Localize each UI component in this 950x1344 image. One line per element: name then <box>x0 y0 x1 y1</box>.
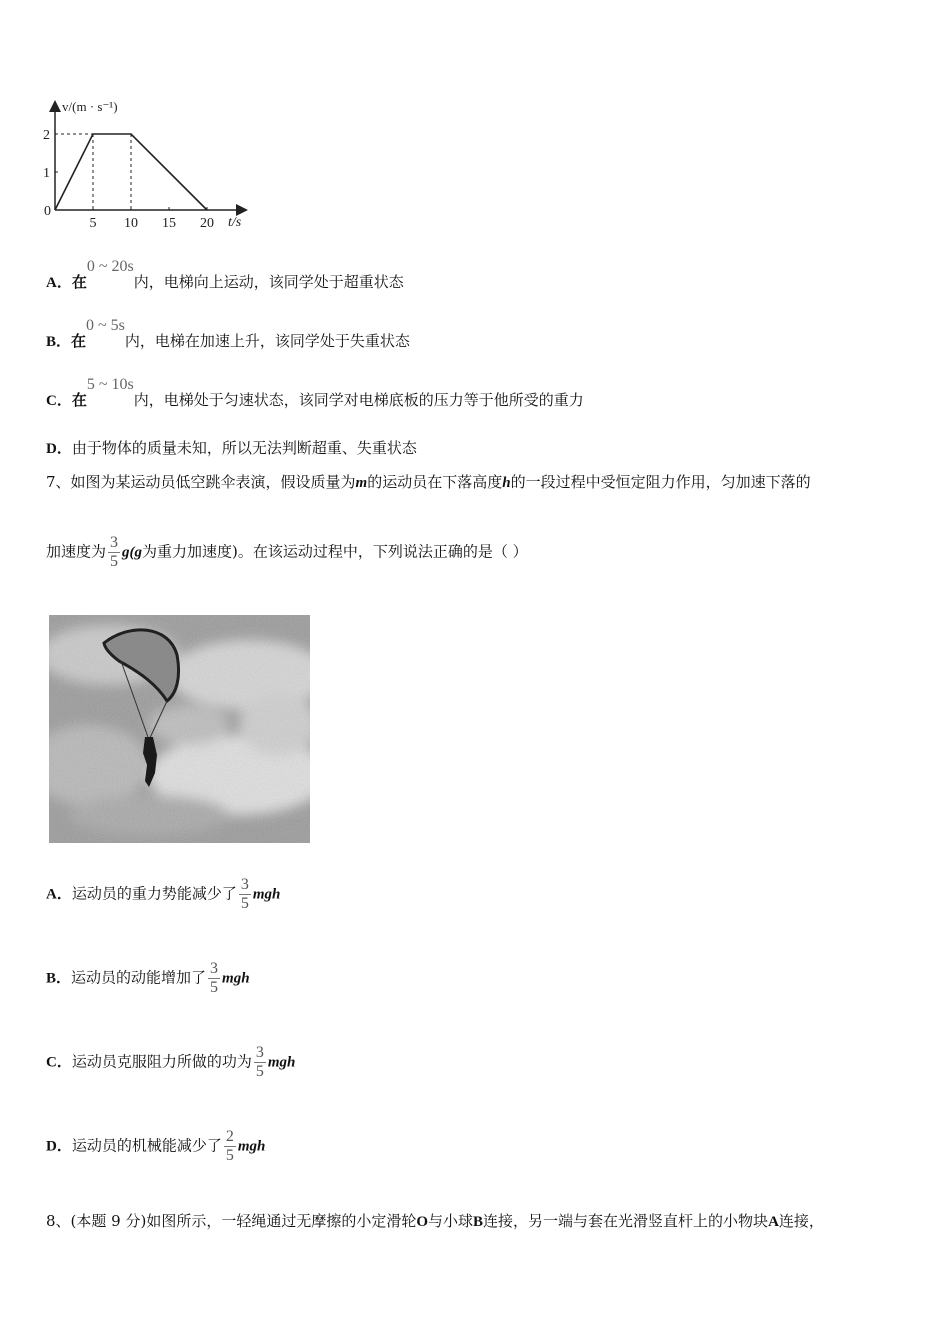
stem-text: 与小球 <box>428 1212 474 1230</box>
var-m: m <box>355 475 368 491</box>
option-label: C． <box>46 1054 72 1071</box>
fraction-denominator: 5 <box>240 895 249 912</box>
x-tick-label-5: 5 <box>89 216 97 231</box>
q7-option-d <box>46 1128 265 1165</box>
fraction-denominator: 5 <box>110 553 119 570</box>
fraction <box>254 1044 266 1081</box>
y-axis-label: v/(m · s⁻¹) <box>62 99 118 114</box>
time-range: 0 ~ 20s <box>86 258 134 275</box>
fraction-denominator: 5 <box>225 1147 234 1164</box>
expression: mgh <box>252 886 281 903</box>
fraction <box>239 876 251 913</box>
stem-text: 的一段过程中受恒定阻力作用，匀加速下落的 <box>510 473 811 491</box>
q8-stem <box>46 1211 824 1232</box>
stem-text: 连接， <box>778 1212 824 1230</box>
option-text: 内，电梯处于匀速状态，该同学对电梯底板的压力等于他所受的重力 <box>133 391 584 409</box>
q6-option-a <box>46 258 404 293</box>
velocity-time-chart <box>40 95 260 235</box>
time-range: 0 ~ 5s <box>86 317 125 334</box>
fraction-numerator: 3 <box>255 1044 264 1061</box>
fraction <box>108 534 120 571</box>
option-text: 运动员克服阻力所做的功为 <box>71 1052 252 1071</box>
var-O: O <box>416 1214 429 1230</box>
option-text: 运动员的重力势能减少了 <box>71 884 237 903</box>
fraction <box>224 1128 236 1165</box>
option-label: D． <box>46 441 72 457</box>
q6-option-c <box>46 376 584 411</box>
stem-text: 7、如图为某运动员低空跳伞表演，假设质量为 <box>46 473 356 491</box>
fraction-numerator: 3 <box>110 534 119 551</box>
option-text: 由于物体的质量未知，所以无法判断超重、失重状态 <box>71 439 417 457</box>
var-g: g(g <box>122 544 143 561</box>
q6-option-b <box>46 317 410 352</box>
q7-option-a <box>46 876 280 913</box>
x-tick-label-20: 20 <box>200 216 214 231</box>
expression: mgh <box>222 970 250 987</box>
stem-text: 连接，另一端与套在光滑竖直杆上的小物块 <box>483 1212 769 1230</box>
expression: mgh <box>267 1054 296 1071</box>
fraction-denominator: 5 <box>210 979 219 996</box>
fraction-numerator: 3 <box>240 876 249 893</box>
option-text: 内，电梯在加速上升，该同学处于失重状态 <box>124 332 410 350</box>
option-label: D． <box>46 1138 72 1155</box>
q7-stem-line1 <box>46 472 811 493</box>
q6-option-d <box>46 438 417 459</box>
option-label: C．在 <box>46 393 87 409</box>
fraction-numerator: 2 <box>225 1128 234 1145</box>
stem-text: 为重力加速度)。在该运动过程中，下列说法正确的是（ ） <box>142 542 528 561</box>
var-B: B <box>473 1214 484 1230</box>
x-tick-label-15: 15 <box>162 216 176 231</box>
fraction <box>208 960 220 997</box>
q7-stem-line2 <box>46 534 528 571</box>
option-label: A． <box>46 886 72 903</box>
parachute-photo <box>49 615 310 843</box>
stem-text: 加速度为 <box>46 542 107 561</box>
origin-label: 0 <box>44 204 51 219</box>
x-axis-label: t/s <box>228 215 242 230</box>
y-tick-label-2: 2 <box>43 128 50 143</box>
option-text: 运动员的机械能减少了 <box>71 1136 222 1155</box>
option-label: A．在 <box>46 275 87 291</box>
option-label: B．在 <box>46 334 87 350</box>
var-A: A <box>768 1214 779 1230</box>
q7-option-b <box>46 960 250 997</box>
x-tick-label-10: 10 <box>124 216 138 231</box>
option-text: 内，电梯向上运动，该同学处于超重状态 <box>133 273 404 291</box>
stem-text: 8、(本题 9 分)如图所示，一轻绳通过无摩擦的小定滑轮 <box>46 1212 417 1230</box>
option-label: B． <box>46 970 72 987</box>
option-text: 运动员的动能增加了 <box>71 968 207 987</box>
y-tick-label-1: 1 <box>43 166 50 181</box>
q7-option-c <box>46 1044 295 1081</box>
time-range: 5 ~ 10s <box>86 376 134 393</box>
var-h: h <box>502 475 511 491</box>
stem-text: 的运动员在下落高度 <box>367 473 503 491</box>
expression: mgh <box>237 1138 266 1155</box>
fraction-numerator: 3 <box>210 960 219 977</box>
fraction-denominator: 5 <box>255 1063 264 1080</box>
